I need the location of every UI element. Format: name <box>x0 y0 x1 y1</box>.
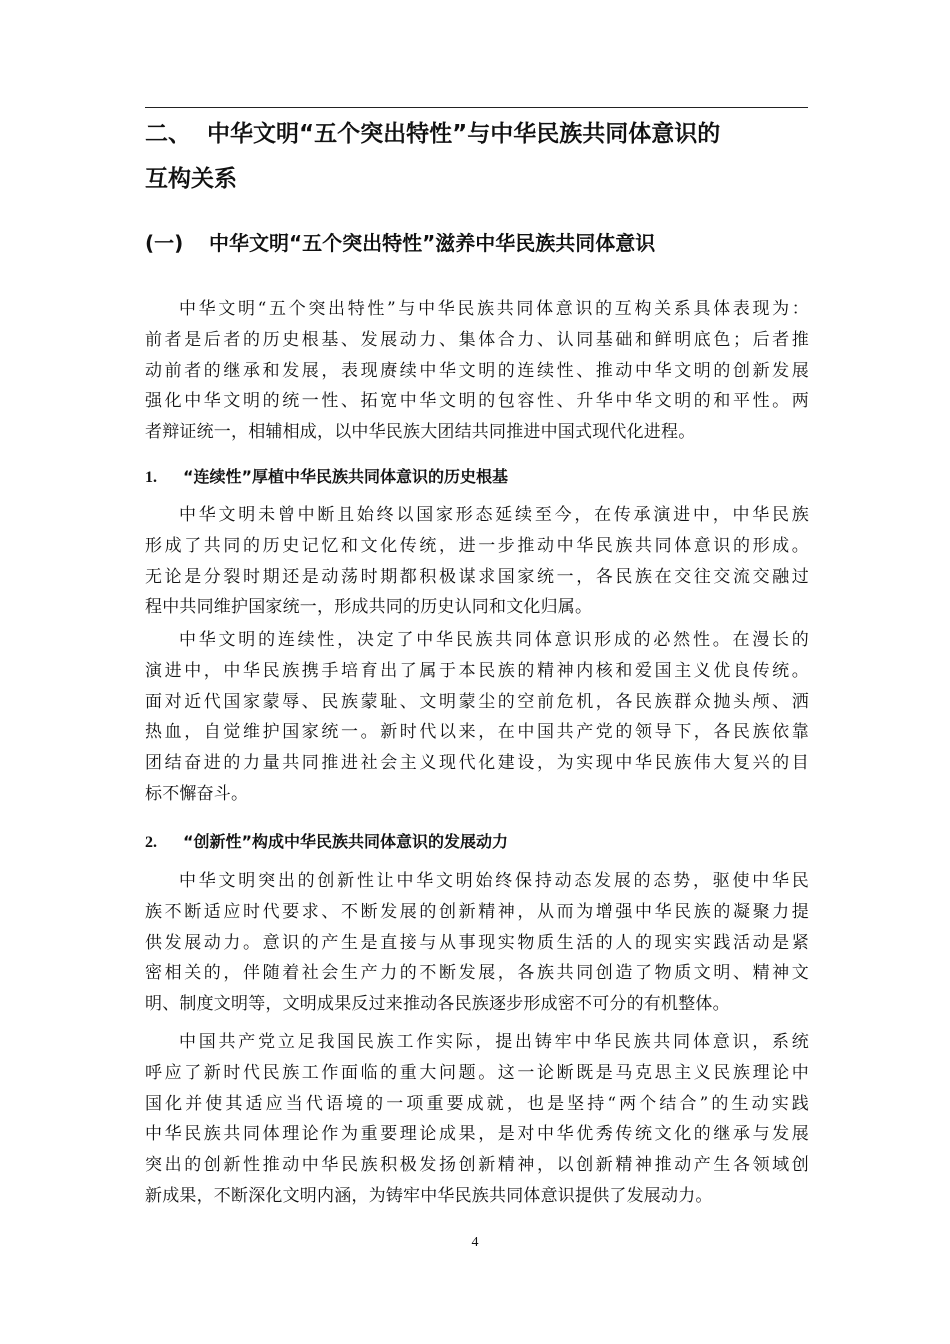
paragraph-line: 突出的创新性推动中华民族积极发扬创新精神，以创新精神推动产生各领域创 <box>145 1155 809 1176</box>
paragraph-line: 中华文明的连续性，决定了中华民族共同体意识形成的必然性。在漫长的 <box>179 630 809 650</box>
paragraph-line: 程中共同维护国家统一，形成共同的历史认同和文化归属。 <box>145 597 593 618</box>
section-heading <box>145 112 813 202</box>
intro-paragraph <box>145 294 809 448</box>
paragraph-line: 中华文明突出的创新性让中华文明始终保持动态发展的态势，驱使中华民 <box>179 871 809 891</box>
paragraph-line: 新成果，不断深化文明内涵，为铸牢中华民族共同体意识提供了发展动力。 <box>145 1185 713 1206</box>
paragraph-line: 国化并使其适应当代语境的一项重要成就，也是坚持“两个结合”的生动实践 <box>145 1093 809 1114</box>
section-number: 二、 <box>145 121 191 147</box>
point-1-number: 1. <box>145 469 157 486</box>
paragraph-line: 团结奋进的力量共同推进社会主义现代化建设，为实现中华民族伟大复兴的目 <box>145 753 809 774</box>
paragraph-line: 演进中，中华民族携手培育出了属于本民族的精神内核和爱国主义优良传统。 <box>145 660 809 681</box>
paragraph-line: 中国共产党立足我国民族工作实际，提出铸牢中华民族共同体意识，系统 <box>179 1032 809 1052</box>
paragraph-line: 中华民族共同体理论作为重要理论成果，是对中华优秀传统文化的继承与发展 <box>145 1124 809 1145</box>
subsection-heading <box>145 225 813 261</box>
paragraph-line: 热血，自觉维护国家统一。新时代以来，在中国共产党的领导下，各民族依靠 <box>145 722 809 743</box>
page-number: 4 <box>471 1235 479 1250</box>
section-title-part-1: 中华文明“五个突出特性”与中华民族共同体意识的 <box>207 121 721 147</box>
paragraph-line: 中华文明“五个突出特性”与中华民族共同体意识的互构关系具体表现为： <box>179 299 809 319</box>
paragraph-line: 密相关的，伴随着社会生产力的不断发展，各族共同创造了物质文明、精神文 <box>145 963 809 984</box>
paragraph-line: 呼应了新时代民族工作面临的重大问题。这一论断既是马克思主义民族理论中 <box>145 1062 809 1083</box>
point-1-paragraph-2 <box>145 625 809 810</box>
paragraph-line: 强化中华文明的统一性、拓宽中华文明的包容性、升华中华文明的和平性。两 <box>145 391 809 412</box>
paragraph-line: 中华文明未曾中断且始终以国家形态延续至今，在传承演进中，中华民族 <box>179 505 809 525</box>
paragraph-line: 无论是分裂时期还是动荡时期都积极谋求国家统一，各民族在交往交流交融过 <box>145 566 809 587</box>
point-2-paragraph-2 <box>145 1027 809 1212</box>
paragraph-line: 供发展动力。意识的产生是直接与从事现实物质生活的人的现实实践活动是紧 <box>145 932 809 953</box>
subsection-title: 中华文明“五个突出特性”滋养中华民族共同体意识 <box>209 231 656 255</box>
point-1-paragraph-1 <box>145 500 809 623</box>
point-1-title: “连续性”厚植中华民族共同体意识的历史根基 <box>183 467 509 486</box>
point-1-heading <box>145 462 813 493</box>
paragraph-line: 明、制度文明等，文明成果反过来推动各民族逐步形成密不可分的有机整体。 <box>145 994 730 1015</box>
point-2-heading <box>145 827 813 858</box>
section-heading-line-1 <box>145 112 813 157</box>
point-2-number: 2. <box>145 834 157 851</box>
point-2-title: “创新性”构成中华民族共同体意识的发展动力 <box>183 832 509 851</box>
paragraph-line: 标不懈奋斗。 <box>145 783 249 804</box>
header-rule <box>145 107 808 108</box>
section-title-part-2: 互构关系 <box>145 166 237 192</box>
paragraph-line: 族不断适应时代要求、不断发展的创新精神，从而为增强中华民族的凝聚力提 <box>145 901 809 922</box>
paragraph-line: 面对近代国家蒙辱、民族蒙耻、文明蒙尘的空前危机，各民族群众抛头颅、洒 <box>145 691 809 712</box>
paragraph-line: 者辩证统一，相辅相成，以中华民族大团结共同推进中国式现代化进程。 <box>145 422 696 443</box>
paragraph-line: 前者是后者的历史根基、发展动力、集体合力、认同基础和鲜明底色；后者推 <box>145 329 809 350</box>
point-2-paragraph-1 <box>145 866 809 1020</box>
subsection-number: (一) <box>145 231 184 255</box>
paragraph-line: 动前者的继承和发展，表现赓续中华文明的连续性、推动中华文明的创新发展 <box>145 360 809 381</box>
paragraph-line: 形成了共同的历史记忆和文化传统，进一步推动中华民族共同体意识的形成。 <box>145 535 809 556</box>
